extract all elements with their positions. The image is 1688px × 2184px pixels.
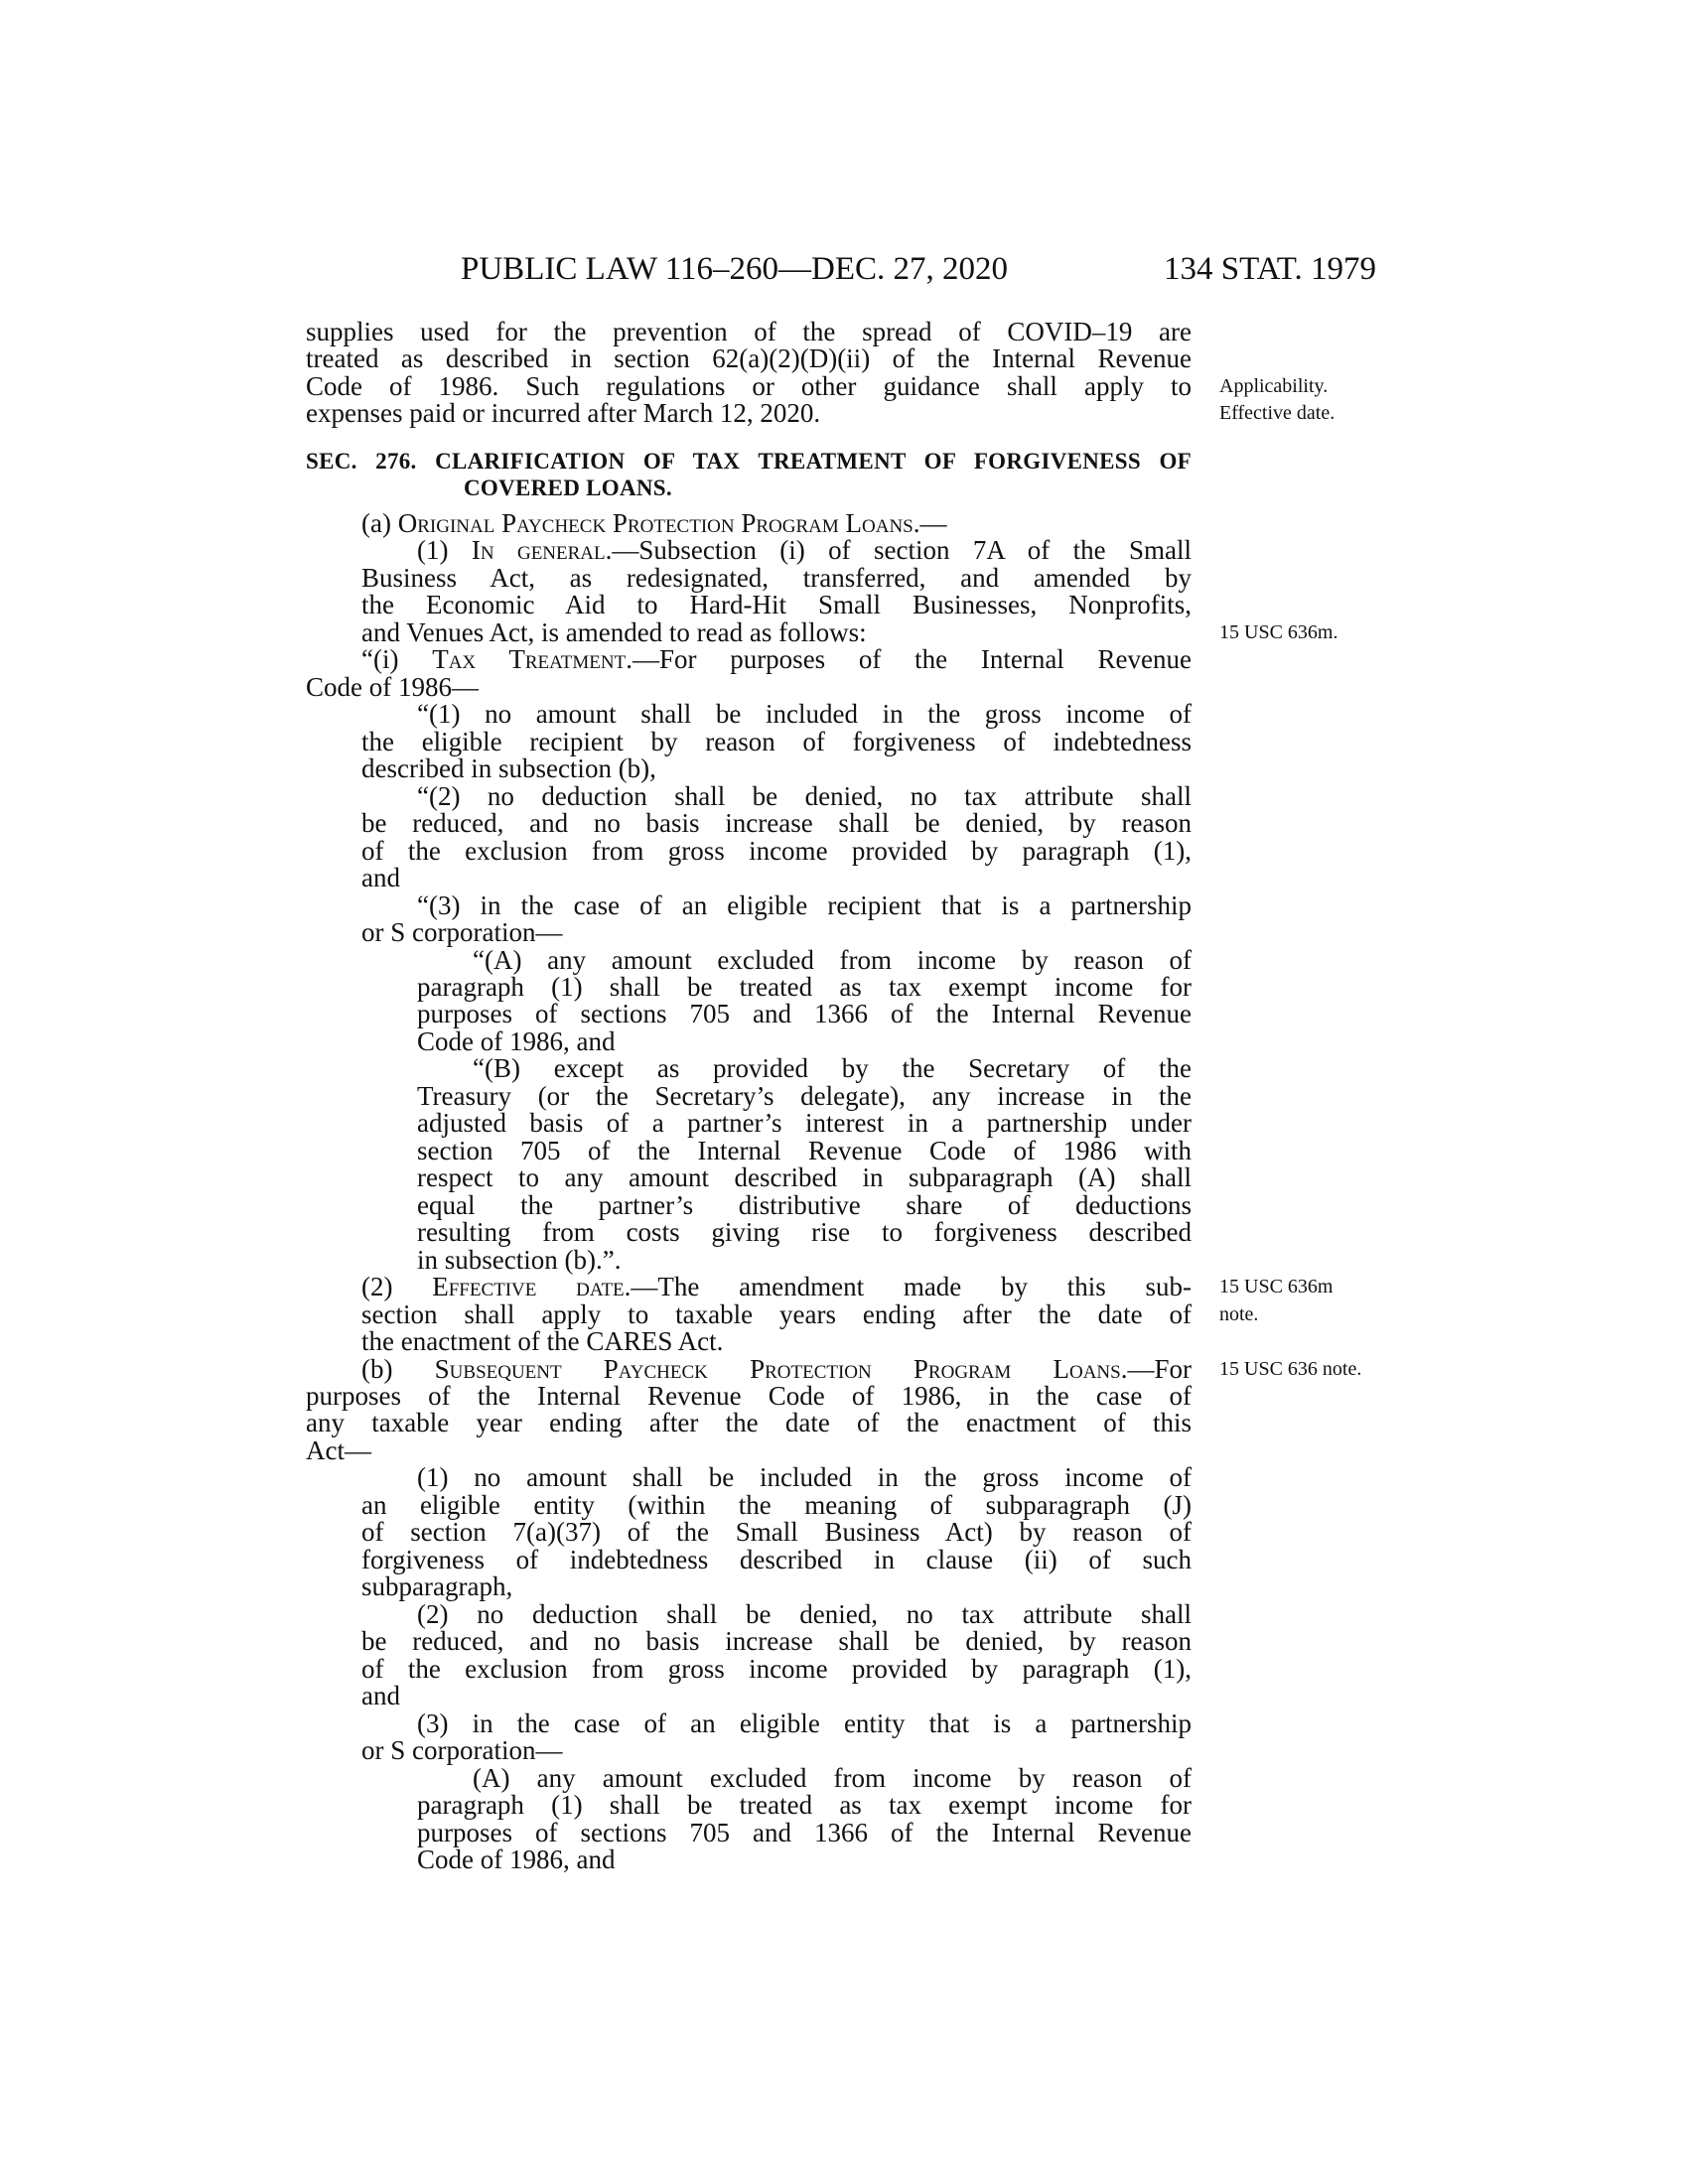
line-text: section shall apply to taxable years ending after the date of xyxy=(361,1298,1192,1329)
text-line xyxy=(306,1762,1192,1793)
line-text: “(A) any amount excluded from income by reason of xyxy=(473,944,1192,975)
text-line xyxy=(306,370,1329,401)
line-text xyxy=(361,646,1192,673)
text-line xyxy=(306,1135,1192,1165)
text-line xyxy=(306,398,1336,429)
line-text xyxy=(361,1353,1192,1384)
text-line xyxy=(306,1001,1192,1027)
line-text: (2) no deduction shall be denied, no tax attribute shall xyxy=(417,1598,1192,1629)
paragraph xyxy=(306,1707,1192,1766)
line-text xyxy=(361,510,1192,537)
line-text: treated as described in section 62(a)(2)(D)(ii) of the Internal Revenue xyxy=(306,343,1192,374)
paragraph xyxy=(306,701,1192,782)
margin-note: Effective date. xyxy=(1219,402,1336,425)
line-text: of section 7(a)(37) of the Small Business Act) by reason of xyxy=(361,1517,1192,1548)
line-text-rest: .—Subsection (i) of section 7A of the Small xyxy=(605,535,1193,566)
line-text: SEC. 276. CLARIFICATION OF TAX TREATMENT OF FORGIVENESS OF xyxy=(306,449,1192,474)
text-line xyxy=(306,1489,1192,1520)
text-line xyxy=(306,865,1192,891)
line-text: Code of 1986. Such regulations or other guidance shall apply to xyxy=(306,370,1192,401)
text-line xyxy=(306,1110,1192,1137)
paragraph xyxy=(306,780,1192,893)
text-line xyxy=(306,1328,1192,1355)
line-text: forgiveness of indebtedness described in clause (ii) of such xyxy=(361,1544,1192,1574)
line-text: purposes of sections 705 and 1366 of the Internal Revenue xyxy=(417,999,1192,1029)
line-text: paragraph (1) shall be treated as tax exempt income for xyxy=(417,1790,1192,1821)
text-line xyxy=(306,1843,1192,1874)
text-line xyxy=(306,701,1192,728)
line-text-rest: .— xyxy=(913,508,947,538)
text-line xyxy=(306,1628,1192,1655)
line-text: expenses paid or incurred after March 12, 2020. xyxy=(306,398,821,429)
text-line xyxy=(306,1817,1192,1847)
line-text: Code of 1986— xyxy=(306,671,479,702)
text-line xyxy=(306,1383,1192,1410)
line-text: Business Act, as redesignated, transferred, and amended by xyxy=(361,562,1192,593)
line-text: purposes of sections 705 and 1366 of the Internal Revenue xyxy=(417,1817,1192,1847)
margin-note: Applicability. xyxy=(1219,374,1329,397)
text-line xyxy=(306,1272,1334,1302)
paragraph xyxy=(306,1055,1192,1274)
line-text: and Venues Act, is amended to read as follows: xyxy=(361,616,867,647)
text-line xyxy=(306,1434,1192,1465)
line-text: respect to any amount described in subparagraph (A) shall xyxy=(417,1162,1192,1193)
page-number: 134 STAT. 1979 xyxy=(1164,251,1377,287)
line-text: (A) any amount excluded from income by reason of xyxy=(473,1762,1192,1793)
line-text: be reduced, and no basis increase shall be denied, by reason xyxy=(361,808,1192,839)
line-text: of the exclusion from gross income provided by paragraph (1), xyxy=(361,1653,1192,1684)
text-line xyxy=(306,510,1192,537)
line-text: an eligible entity (within the meaning of subparagraph (J) xyxy=(361,1489,1192,1520)
paragraph xyxy=(306,646,1192,701)
text-line xyxy=(306,1653,1192,1684)
text-line xyxy=(306,537,1192,564)
text-line xyxy=(306,475,1192,501)
running-header-title: PUBLIC LAW 116–260—DEC. 27, 2020 xyxy=(461,251,1009,287)
text-line xyxy=(306,971,1192,1002)
margin-note: 15 USC 636 note. xyxy=(1219,1357,1362,1380)
text-line xyxy=(306,616,1338,647)
text-line xyxy=(306,592,1192,618)
line-text: “(2) no deduction shall be denied, no tax attribute shall xyxy=(417,780,1192,811)
text-line xyxy=(306,944,1192,975)
margin-note: note. xyxy=(1219,1302,1259,1325)
paragraph xyxy=(306,1353,1362,1465)
line-text: in subsection (b).”. xyxy=(417,1244,622,1275)
line-text: paragraph (1) shall be treated as tax exempt income for xyxy=(417,971,1192,1002)
text-line xyxy=(306,1464,1192,1491)
text-line xyxy=(306,448,1192,475)
margin-note: 15 USC 636m xyxy=(1219,1276,1334,1298)
text-line xyxy=(306,919,1192,946)
line-text: “(1) no amount shall be included in the gross income of xyxy=(417,699,1192,730)
line-text-rest: .—The amendment made by this sub- xyxy=(624,1272,1192,1302)
line-text: or S corporation— xyxy=(361,917,563,948)
text-line xyxy=(306,646,1192,673)
line-text: the eligible recipient by reason of forgiveness of indebtedness xyxy=(361,726,1192,756)
section-body xyxy=(306,508,1362,1874)
enumerator: “(i) xyxy=(361,644,433,675)
line-text: be reduced, and no basis increase shall be denied, by reason xyxy=(361,1626,1192,1657)
text-line xyxy=(306,1519,1192,1546)
intro-paragraph xyxy=(306,317,1336,429)
enumerator: (2) xyxy=(361,1272,433,1302)
paragraph xyxy=(306,535,1338,647)
line-text: Code of 1986, and xyxy=(417,1843,616,1874)
line-text: Treasury (or the Secretary’s delegate), any increase in the xyxy=(417,1080,1192,1111)
text-line xyxy=(306,1219,1192,1246)
subsection-caption: Subsequent Paycheck Protection Program Loans xyxy=(434,1353,1121,1384)
line-text: Code of 1986, and xyxy=(417,1025,616,1056)
text-line xyxy=(306,1080,1192,1111)
enumerator: (1) xyxy=(417,535,472,566)
line-text: adjusted basis of a partner’s interest in a partnership under xyxy=(417,1108,1192,1139)
line-text: of the exclusion from gross income provided by paragraph (1), xyxy=(361,835,1192,866)
text-line xyxy=(306,726,1192,756)
paragraph xyxy=(306,1762,1192,1874)
line-text xyxy=(361,1274,1192,1300)
text-line xyxy=(306,1683,1192,1709)
line-text: (1) no amount shall be included in the gross income of xyxy=(417,1462,1192,1493)
text-line xyxy=(306,835,1192,866)
line-text: “(B) except as provided by the Secretary of the xyxy=(473,1053,1192,1084)
line-text: supplies used for the prevention of the spread of COVID–19 are xyxy=(306,317,1192,346)
paragraph xyxy=(306,510,1192,537)
margin-note: 15 USC 636m. xyxy=(1219,620,1338,643)
line-text: section 705 of the Internal Revenue Code of 1986 with xyxy=(417,1135,1192,1165)
line-text-rest: .—For purposes of the Internal Revenue xyxy=(626,644,1192,675)
enumerator: (a) xyxy=(361,508,398,538)
paragraph xyxy=(306,889,1192,948)
text-line xyxy=(306,1189,1192,1220)
line-text: the enactment of the CARES Act. xyxy=(361,1326,724,1357)
text-line xyxy=(306,562,1192,593)
line-text-rest: .—For xyxy=(1120,1353,1192,1384)
line-text: “(3) in the case of an eligible recipient that is a partnership xyxy=(417,889,1192,920)
line-text: and xyxy=(361,863,400,893)
section-heading xyxy=(306,448,1192,502)
text-line xyxy=(306,1353,1362,1384)
text-line xyxy=(306,345,1192,372)
text-line xyxy=(306,780,1192,811)
paragraph xyxy=(306,1464,1192,1600)
text-line xyxy=(306,671,1192,702)
text-line xyxy=(306,810,1192,837)
line-text: resulting from costs giving rise to forgiveness described xyxy=(417,1217,1192,1248)
text-line xyxy=(306,889,1192,920)
text-line xyxy=(306,1410,1192,1436)
text-line xyxy=(306,1244,1192,1275)
line-text: Act— xyxy=(306,1434,371,1465)
line-text xyxy=(417,537,1192,564)
subsection-caption: Tax Treatment xyxy=(432,644,627,675)
subsection-caption: Original Paycheck Protection Program Loans xyxy=(397,508,914,538)
line-text: and xyxy=(361,1681,400,1711)
subsection-caption: In general xyxy=(471,535,606,566)
text-line xyxy=(306,1792,1192,1819)
text-line xyxy=(306,1707,1192,1738)
text-line xyxy=(306,1025,1192,1056)
text-line xyxy=(306,1298,1259,1329)
paragraph xyxy=(306,944,1192,1056)
line-text: (3) in the case of an eligible entity that is a partnership xyxy=(417,1707,1192,1738)
line-text: subparagraph, xyxy=(361,1571,513,1602)
text-line xyxy=(306,1573,1192,1600)
line-text: described in subsection (b), xyxy=(361,753,656,784)
paragraph xyxy=(306,1598,1192,1711)
text-line xyxy=(306,1737,1192,1764)
enumerator: (b) xyxy=(361,1353,435,1384)
line-text: purposes of the Internal Revenue Code of 1986, in the case of xyxy=(306,1381,1192,1411)
text-line xyxy=(306,1544,1192,1574)
line-text: the Economic Aid to Hard-Hit Small Businesses, Nonprofits, xyxy=(361,590,1192,620)
text-line xyxy=(306,1055,1192,1082)
line-text: COVERED LOANS. xyxy=(464,476,672,501)
line-text: any taxable year ending after the date of the enactment of this xyxy=(306,1408,1192,1438)
text-line xyxy=(306,755,1192,782)
line-text: or S corporation— xyxy=(361,1735,563,1766)
paragraph xyxy=(306,1272,1334,1357)
line-text: equal the partner’s distributive share of deductions xyxy=(417,1189,1192,1220)
text-line xyxy=(306,1164,1192,1191)
subsection-caption: Effective date xyxy=(432,1272,625,1302)
text-line xyxy=(306,1598,1192,1629)
text-line xyxy=(306,319,1192,345)
